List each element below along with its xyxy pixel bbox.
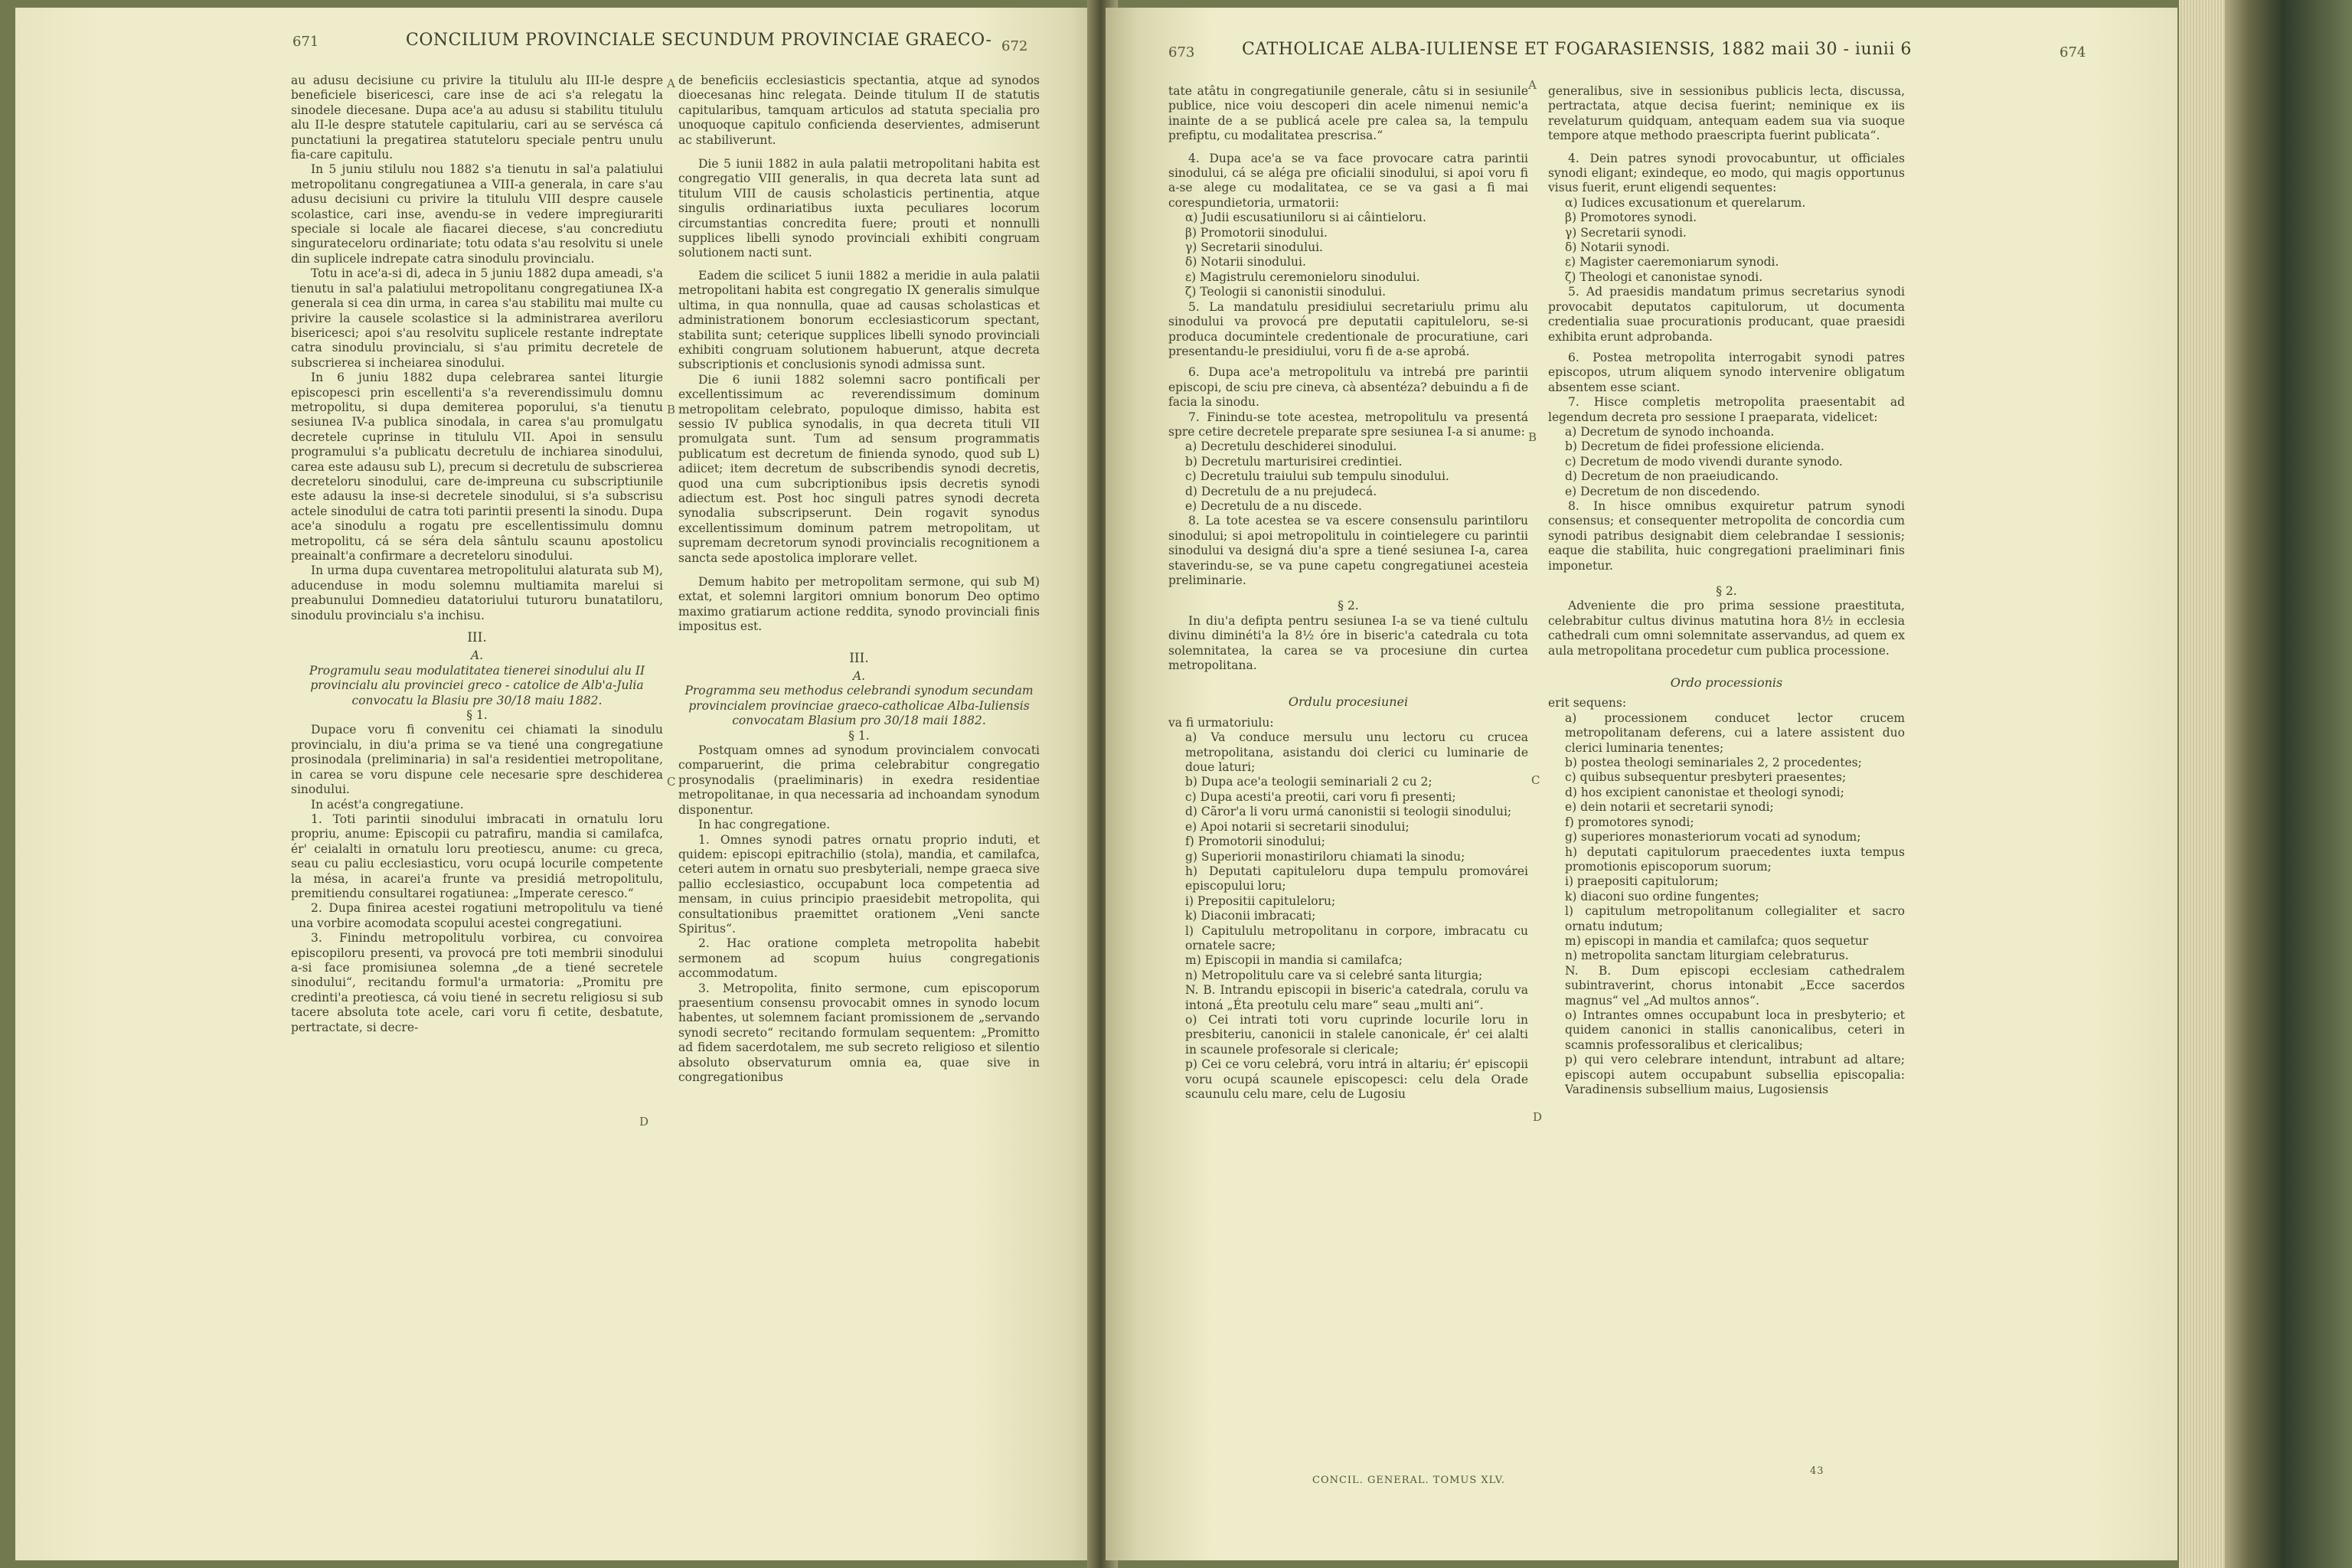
list-item: b) postea theologi seminariales 2, 2 procedentes; — [1565, 756, 1862, 770]
romanian-column-1 — [291, 74, 663, 1035]
paragraph: 4. Dupa ace'a se va face provocare catra parintii sinodului, cá se aléga pre oficialii sinodului, si apoi voru fi a-se alege cu modalitatea, ce se va gasi a fi mai corespundietoria, urmatorii: — [1168, 151, 1528, 210]
paragraph: In hac congregatione. — [698, 818, 831, 832]
list-item: b) Dupa ace'a teologii seminariali 2 cu 2; — [1185, 775, 1432, 789]
paragraph: In diu'a defipta pentru sesiunea I-a se va tiené cultulu divinu diminéti'a la 8½ óre in biseric'a catedrala cu tota solemnitatea, la carea se va procesiune din curtea metropolitana. — [1168, 613, 1528, 673]
margin-letter: D — [639, 1115, 649, 1129]
romanian-column-3 — [1168, 84, 1528, 1102]
page-number: 671 — [292, 34, 319, 50]
section-title: Programulu seau modulatitatea tienerei sinodului alu II provincialu alu provinciei greco - catolice de Alb'a-Julia convocatu la Blasiu pre 30/18 maiu 1882. — [309, 663, 645, 707]
list-item: m) episcopi in mandia et camilafca; quos sequetur — [1565, 933, 1869, 948]
latin-column-4 — [1548, 84, 1905, 1097]
list-item: h) Deputati capituleloru dupa tempulu promovárei episcopului loru; — [1185, 864, 1528, 893]
list-item: c) Dupa acesti'a preotii, cari voru fi presenti; — [1185, 789, 1456, 804]
list-item: n) Metropolitulu care va si celebré santa liturgia; — [1185, 968, 1483, 982]
procession-heading: Ordo processionis — [1670, 675, 1783, 691]
list-item: m) Episcopii in mandia si camilafca; — [1185, 953, 1403, 968]
section-number: III. — [849, 650, 869, 666]
list-item: e) Decretum de non discedendo. — [1565, 484, 1760, 498]
list-item: γ) Secretarii sinodului. — [1185, 240, 1323, 255]
list-item: d) hos excipient canonistae et theologi synodi; — [1565, 785, 1844, 799]
paragraph: Dupace voru fi convenitu cei chiamati la sinodulu provincialu, in diu'a prima se va tiené una congregatiune prosinodala (preliminaria) in sal'a residentiei metropolitane, in carea se voru dispune cele necesarie spre deschiderea sinodului. — [291, 723, 663, 797]
paragraph: 6. Dupa ace'a metropolitulu va intrebá pre parintii episcopi, de sciu pre cineva, cà absentéza? debuindu a fi de facia la sinodu. — [1168, 365, 1528, 410]
paragraph: Die 5 iunii 1882 in aula palatii metropolitani habita est congregatio VIII generalis, in qua decreta lata sunt ad titulum VIII de causis scholasticis pertinentia, atque singulis ordinariatibus iuxta peculiares locorum circumstantias concredita fuere; prouti et nonnulli supplices libelli synodo provinciali exhibiti congruam solutionem nacti sunt. — [678, 157, 1040, 260]
paragraph: 7. Finindu-se tote acestea, metropolitulu va presentá spre cetire decretele preparate spre sesiunea I-a si anume: — [1168, 410, 1528, 439]
page-edges — [2179, 0, 2225, 1568]
procession-list — [1548, 711, 1905, 1098]
list-item: g) superiores monasteriorum vocati ad synodum; — [1565, 830, 1861, 844]
running-head: CONCILIUM PROVINCIALE SECUNDUM PROVINCIAE GRAECO- — [406, 31, 992, 50]
signature-mark: 43 — [1810, 1465, 1824, 1477]
list-item: d) Decretum de non praeiudicando. — [1565, 469, 1779, 484]
margin-letter: B — [667, 403, 676, 416]
left-page — [15, 8, 1102, 1560]
paragraph: Eadem die scilicet 5 iunii 1882 a meridie in aula palatii metropolitani habita est congregatio IX generalis simulque ultima, in qua nonnulla, quae ad causas scholasticas et administrationem bonorum ecclesiasticorum spectant, stabilita sunt; ceterique supplices libelli synodo provinciali exhibiti congruam solutionem habuerunt, atque decreta subscriptionis et conclusionis synodi admissa sunt. — [678, 268, 1040, 372]
decrees-list — [1168, 439, 1528, 514]
margin-letter: A — [667, 77, 675, 90]
list-item: ζ) Teologii si canonistii sinodului. — [1185, 285, 1387, 299]
list-item: ε) Magister caeremoniarum synodi. — [1565, 255, 1779, 270]
officials-list — [1548, 196, 1905, 285]
list-item: ζ) Theologi et canonistae synodi. — [1565, 270, 1763, 284]
paragraph: 5. Ad praesidis mandatum primus secretarius synodi provocabit deputatos capitulorum, ut documenta credentialia suae procurationis producant, quae praesidi exhibita erunt adprobanda. — [1548, 285, 1905, 344]
paragraph: 6. Postea metropolita interrogabit synodi patres episcopos, utrum aliquem synodo intervenire obligatum absentem esse sciant. — [1548, 350, 1905, 394]
paragraph-sign: § 2. — [1716, 584, 1737, 598]
list-item: β) Promotorii sinodului. — [1185, 225, 1328, 240]
paragraph: Totu in ace'a-si di, adeca in 5 juniu 1882 dupa ameadi, s'a tienutu in sal'a palatiului metropolitanu congregatiunea IX-a generala si cea din urma, in carea s'au stabilitu mai multe cu privire la causele scolastice si la administrarea averiloru bisericesci; apoi s'au resolvitu suplicele restante indreptate catra sinodulu provincialu, si s'au primitu decretele de subscrierea si incheiarea sinodului. — [291, 266, 663, 370]
section-title: Programma seu methodus celebrandi synodum secundam provincialem provinciae graeco-catholicae Alba-Iuliensis convocatam Blasium pro 30/18 maii 1882. — [684, 684, 1034, 728]
paragraph: Adveniente die pro prima sessione praestituta, celebrabitur cultus divinus matutina hora 8½ in ecclesia cathedrali cum omni solemnitate asservandus, ad quem ex aula metropolitana procedetur cum publica processione. — [1548, 599, 1905, 658]
list-item: e) dein notarii et secretarii synodi; — [1565, 800, 1774, 815]
paragraph: 3. Finindu metropolitulu vorbirea, cu convoirea episcopiloru presenti, va provocá pre toti membrii sinodului a-si face promisiunea solemna „de a tiené secretele sinodului“, recitandu formul'a urmatoria: „Promitu pre credinti'a preotiesca, cá voiu tiené in secretu religiosu si sub tacere absoluta tote acele, cari voru fi cetite, desbatute, pertractate, si decre- — [291, 931, 663, 1034]
paragraph: tate atâtu in congregatiunile generale, câtu si in sesiunile publice, nice voiu descoperi din acele nimenui nemic'a inainte de a se publicá acele pre calea sa, la tempulu prefiptu, cu modalitatea prescrisa.“ — [1168, 84, 1528, 143]
running-head: CATHOLICAE ALBA-IULIENSE ET FOGARASIENSIS, 1882 maii 30 - iunii 6 — [1242, 40, 1912, 59]
list-item: o) Cei intrati toti voru cuprinde locurile loru in presbiteriu, canonicii in stalele canonicale, ér' cei alalti in scaunele profesorale si clericale; — [1185, 1012, 1528, 1057]
paragraph: In acést'a congregatiune. — [311, 797, 464, 812]
paragraph: Postquam omnes ad synodum provincialem convocati comparuerint, die prima celebrabitur congregatio prosynodalis (praeliminaris) in exedra residentiae metropolitanae, in qua necessaria ad inchoandam synodum disponentur. — [678, 743, 1040, 817]
decrees-list — [1548, 425, 1905, 499]
list-item: p) Cei ce voru celebrá, voru intrá in altariu; ér' episcopii voru ocupá scaunele episcopesci: celu dela Orade scaunulu celu mare, celu de Lugosiu — [1185, 1057, 1528, 1101]
list-item: k) diaconi suo ordine fungentes; — [1565, 889, 1759, 903]
list-item: b) Decretulu marturisirei credintiei. — [1185, 454, 1403, 469]
list-item: β) Promotores synodi. — [1565, 211, 1697, 225]
paragraph: erit sequens: — [1548, 696, 1627, 710]
list-item: ε) Magistrulu ceremonieloru sinodului. — [1185, 270, 1420, 284]
paragraph: va fi urmatoriulu: — [1168, 715, 1274, 730]
list-item: e) Decretulu de a nu discede. — [1185, 498, 1362, 513]
list-item: i) praepositi capitulorum; — [1565, 874, 1719, 889]
paragraph: In 6 juniu 1882 dupa celebrarea santei liturgie episcopesci prin escellenti'a s'a reverendissimulu domnu metropolitu, si dupa demiterea poporului, s'a tienutu sesiunea IV-a publica sinodala, in carea s'au promulgatu decretele cuprinse in titululu VII. Apoi in sensulu programului s'a publicatu decretulu de inchiarea sinodului, carea este adausu sub L), precum si decretulu de subscrierea decreteloru sinodului, care de-impreuna cu subscriptiunile este adausu la inse-si decretele sinodului, si s'a subscrisu actele sinodului de catra toti parintii presenti la sinodu. Dupa ace'a sinodulu a rogatu pre escellentissimulu domnu metropolitu, cá se séra dela sântulu scaunu apostolicu preainalt'a confirmare a decreteloru sinodului. — [291, 371, 663, 563]
right-page — [1106, 8, 2177, 1560]
list-item: d) Decretulu de a nu prejudecá. — [1185, 484, 1377, 498]
list-item: γ) Secretarii synodi. — [1565, 225, 1687, 240]
paragraph: 3. Metropolita, finito sermone, cum episcoporum praesentium consensu provocabit omnes in synodo locum habentes, ut solemnem faciant promissionem de „servando synodi secreto“ recitando formulam sequentem: „Promitto ad fidem sacerdotalem, me sub secreto religioso et silentio absoluto observaturum omnia ea, quae sive in congregationibus — [678, 981, 1040, 1084]
list-item: a) Decretum de synodo inchoanda. — [1565, 424, 1775, 439]
list-item: e) Apoi notarii si secretarii sinodului; — [1185, 819, 1410, 834]
list-item: c) Decretulu traiului sub tempulu sinodului. — [1185, 469, 1449, 484]
list-item: o) Intrantes omnes occupabunt loca in presbyterio; et quidem canonici in stallis canonicalibus, ceteri in scamnis professoralibus et clericalibus; — [1565, 1008, 1905, 1052]
paragraph: 2. Dupa finirea acestei rogatiuni metropolitulu va tiené una vorbire acomodata scopului acestei congregatiuni. — [291, 901, 663, 930]
list-item: b) Decretum de fidei professione elicienda. — [1565, 439, 1824, 454]
paragraph: generalibus, sive in sessionibus publicis lecta, discussa, pertractata, atque decisa fuerint; neminique ex iis revelaturum quidquam, antequam eadem sua via suoque tempore atque methodo praescripta fuerint publicata“. — [1548, 84, 1905, 143]
section-number: III. — [467, 630, 487, 646]
paragraph: 7. Hisce completis metropolita praesentabit ad legendum decreta pro sessione I praeparata, videlicet: — [1548, 395, 1905, 424]
list-item: δ) Notarii sinodului. — [1185, 255, 1306, 270]
list-item: l) Capitululu metropolitanu in corpore, imbracatu cu ornatele sacre; — [1185, 923, 1528, 952]
margin-letter: A — [1528, 78, 1537, 92]
paragraph: 5. La mandatulu presidiului secretariulu primu alu sinodului va provocá pre deputatii capituleloru, se-si produca documintele credentionale de procuratiune, cari presentandu-le presidiului, voru fi de a-se aprobá. — [1168, 299, 1528, 358]
section-letter: A. — [852, 669, 866, 684]
paragraph: 1. Omnes synodi patres ornatu proprio induti, et quidem: episcopi epitrachilio (stola), mandia, et camilafca, ceteri autem in ornatu suo presbyteriali, nempe graeca sive pallio ecclesiastico, occupabunt loca competentia ad mensam, in cuius principio praesidebit metropolita, qui consultationibus praemittet orationem „Veni sancte Spiritus“. — [678, 832, 1040, 936]
list-item: i) Prepositii capituleloru; — [1185, 893, 1336, 908]
margin-letter: D — [1533, 1110, 1543, 1124]
list-item: d) Cãror'a li voru urmá canonistii si teologii sinodului; — [1185, 805, 1512, 819]
procession-list — [1168, 730, 1528, 1102]
section-letter: A. — [470, 648, 484, 663]
list-item: c) Decretum de modo vivendi durante synodo. — [1565, 454, 1843, 469]
list-item: f) Promotorii sinodului; — [1185, 835, 1325, 849]
paragraph: 2. Hac oratione completa metropolita habebit sermonem ad scopum huius congregationis accommodatum. — [678, 936, 1040, 981]
list-item: α) Judii escusatiuniloru si ai câintieloru. — [1185, 211, 1426, 225]
list-item: g) Superiorii monastiriloru chiamati la sinodu; — [1185, 849, 1465, 864]
paragraph-sign: § 1. — [466, 708, 488, 723]
paragraph: 8. In hisce omnibus exquiretur patrum synodi consensus; et consequenter metropolita de concordia cum synodi patribus designabit diem celebrandae I sessionis; eaque die stabilita, huic congregationi praeliminari finis imponetur. — [1548, 498, 1905, 573]
paragraph-sign: § 1. — [848, 728, 870, 743]
list-item: k) Diaconii imbracati; — [1185, 909, 1316, 923]
list-item: N. B. Dum episcopi ecclesiam cathedralem subintraverint, chorus intonabit „Ecce sacerdos magnus“ vel „Ad multos annos“. — [1565, 963, 1905, 1008]
paragraph: 4. Dein patres synodi provocabuntur, ut officiales synodi eligant; exindeque, eo modo, qui magis opportunus visus fuerit, erunt eligendi sequentes: — [1548, 151, 1905, 195]
paragraph: 1. Toti parintii sinodului imbracati in ornatulu loru propriu, anume: Episcopii cu patrafiru, mandia si camilafca, ér' ceialalti in ornatulu loru preotiescu, anume: cu greca, seau cu paliu ecclesiasticu, voru ocupá locurile competente la mésa, in acarei'a frunte va presidiá metropolitulu, premitiendu consultarei rogatiunea: „Imperate ceresco.“ — [291, 812, 663, 900]
officials-list — [1168, 211, 1528, 299]
procession-heading: Ordulu procesiunei — [1288, 694, 1409, 710]
list-item: a) Decretulu deschiderei sinodului. — [1185, 439, 1397, 454]
paragraph: In 5 juniu stilulu nou 1882 s'a tienutu in sal'a palatiului metropolitanu congregatiunea a VIII-a generala, in care s'au adusu decisiuni cu privire la titululu VIII despre causele scolastice, cari inse, avendu-se in vedere impregiurariti speciale si locale ale fiacarei diecese, s'au concrediutu singurateceloru ordinariate; totu odata s'au resolvitu si unele din suplicele indrepate catra sinodulu provincialu. — [291, 162, 663, 266]
list-item: c) quibus subsequentur presbyteri praesentes; — [1565, 770, 1847, 785]
list-item: n) metropolita sanctam liturgiam celebraturus. — [1565, 949, 1849, 963]
margin-letter: C — [1531, 773, 1540, 787]
paragraph: In urma dupa cuventarea metropolitului alaturata sub M), aducenduse in modu solemnu multiamita marelui si preabunului Domnedieu datatoriului tuturoru bunatatiloru, sinodulu provincialu s'a inchisu. — [291, 564, 663, 622]
margin-letter: B — [1528, 430, 1537, 444]
paragraph: de beneficiis ecclesiasticis spectantia, atque ad synodos dioecesanas hinc relegata. Deinde titulum II de statutis capitularibus, tamquam articulos ad statuta specialia pro unoquoque capitulo conficienda deservientes, admiserunt ac stabiliverunt. — [678, 74, 1040, 147]
page-number: 673 — [1168, 44, 1195, 60]
list-item: f) promotores synodi; — [1565, 815, 1694, 829]
margin-letter: C — [667, 775, 676, 789]
list-item: α) Iudices excusationum et querelarum. — [1565, 195, 1806, 210]
list-item: δ) Notarii synodi. — [1565, 240, 1670, 255]
paragraph: au adusu decisiune cu privire la titululu alu III-le despre beneficiele bisericesci, care inse de aci s'a relegatu la sinodele diecesane. Dupa ace'a au adusu si stabilitu titululu alu II-le despre statutele capitulariu, cari au se servésca cá punctatiuni la pregatirea statuteloru speciale pentru unulu fia-care capitulu. — [291, 74, 663, 162]
list-item: h) deputati capitulorum praecedentes iuxta tempus promotionis episcoporum suorum; — [1565, 844, 1905, 874]
paragraph: 8. La tote acestea se va escere consensulu parintiloru sinodului; si apoi metropolitulu in cointielegere cu parintii sinodului va designá diu'a spre a tiené sesiunea I-a, carea staverindu-se, se va pune capetu congregatiunei acesteia preliminarie. — [1168, 514, 1528, 587]
list-item: N. B. Intrandu episcopii in biseric'a catedrala, corulu va intoná „Éta preotulu celu mare“ seau „multi ani“. — [1185, 983, 1528, 1012]
paragraph: Die 6 iunii 1882 solemni sacro pontificali per excellentissimum ac reverendissimum dominum metropolitam celebrato, populoque dimisso, habita est sessio IV publica synodalis, in qua decreta tituli VII promulgata sunt. Tum ad sensum programmatis publicatum est decretum de finienda synodo, quod sub L) adiicet; item decretum de subscribendis synodi decretis, quod una cum subcriptionibus ipsis decretis synodi adiectum est. Post hoc singuli patres synodi decreta synodalia subscripserunt. Dein rogavit synodus excellentissimum dominum patrem metropolitam, ut supremam decretorum synodi provincialis recognitionem a sancta sede apostolica implorare vellet. — [678, 372, 1040, 565]
list-item: l) capitulum metropolitanum collegialiter et sacro ornatu indutum; — [1565, 904, 1905, 933]
page-number: 672 — [1001, 38, 1028, 54]
latin-column-2 — [678, 74, 1040, 1085]
list-item: a) Va conduce mersulu unu lectoru cu crucea metropolitana, asistandu doi clerici cu luminarie de doue laturi; — [1185, 730, 1528, 775]
signature-line: CONCIL. GENERAL. TOMUS XLV. — [1312, 1475, 1505, 1486]
paragraph-sign: § 2. — [1338, 599, 1359, 613]
list-item: p) qui vero celebrare intendunt, intrabunt ad altare; episcopi autem occupabunt subsellia episcopalia: Varadinensis subsellium maius, Lugosiensis — [1565, 1053, 1905, 1096]
page-number: 674 — [2060, 44, 2086, 60]
list-item: a) processionem conducet lector crucem metropolitanam deferens, cui a latere assistent duo clerici luminaria tenentes; — [1565, 710, 1905, 755]
paragraph: Demum habito per metropolitam sermone, qui sub M) extat, et solemni largitori omnium bonorum Deo optimo maximo gratiarum actione reddita, synodo provinciali finis impositus est. — [678, 575, 1040, 634]
